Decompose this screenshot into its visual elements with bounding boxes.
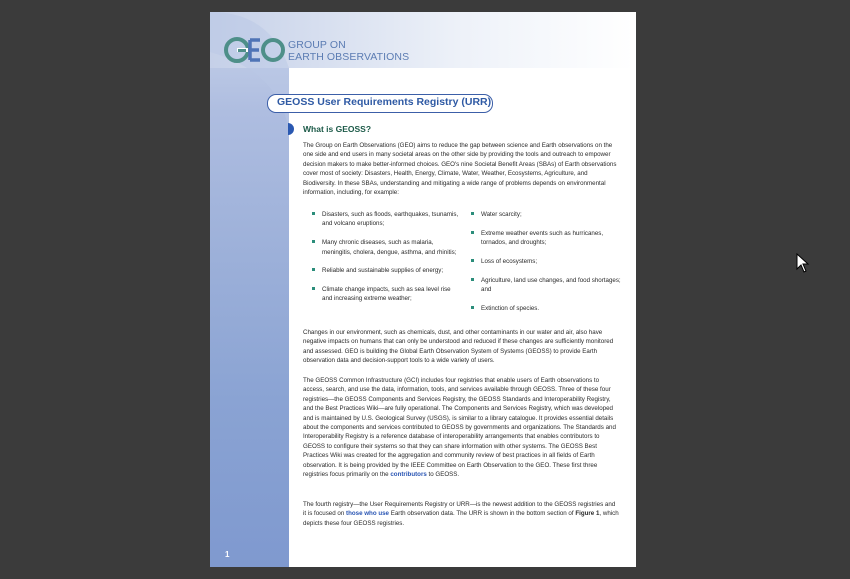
- bullet-list-left: [312, 210, 462, 313]
- intro-paragraph: The Group on Earth Observations (GEO) aims to reduce the gap between science and Earth observations on the one side and end users in many societal areas on the other side by providing the tools and outreach to empower decision makers to make better-informed choices. GEO's nine Societal Benefit Areas (SBAs) of Earth observations cover most of society: Disasters, Health, Energy, Climate, Water, Weather, Ecosystems, Agriculture, and Biodiversity. In these SBAs, understanding and mitigating a wide range of problems depends on environmental information, including, for example:: [303, 142, 617, 197]
- list-item-text: Reliable and sustainable supplies of energy;: [322, 267, 444, 275]
- list-item: [471, 229, 621, 248]
- bullet-list-right: [471, 210, 621, 322]
- list-item: [471, 304, 621, 313]
- list-item-text: Water scarcity;: [481, 211, 522, 218]
- organization-name: [288, 39, 409, 63]
- figure-reference: Figure 1: [575, 510, 600, 518]
- paragraph-3-text: The GEOSS Common Infrastructure (GCI) includes four registries that enable users of Earth observations to access, search, and use the data, information, tools, and services available through GEOSS. Three of these four registries—the GEOSS Components and Services Registry, the GEOSS Standards and Interoperability Registry, and the Best Practices Wiki—are fully operational. The Components and Services Registry, which was developed and is maintained by U.S. Geological Survey (USGS), is similar to a library catalogue. It provides essential details about the components and services contributed to GEOSS by governments and organizations. The Standards and Interoperability Registry is a reference database of interoperability arrangements that enables contributors to GEOSS to configure their systems so that they can share information with other systems. The GEOSS Best Practices Wiki was created for the aggregation and community review of best practices in all fields of Earth observation. It is being provided by the IEEE Committee on Earth Observation to the GEO. These first three registries focus primarily on the: [303, 377, 616, 479]
- bullet-icon: [471, 306, 474, 309]
- contributors-link[interactable]: contributors: [390, 471, 427, 479]
- organization-name-line2: EARTH OBSERVATIONS: [288, 51, 410, 63]
- list-item-text: Climate change impacts, such as sea level rise and increasing extreme weather;: [322, 285, 451, 303]
- list-item: [312, 210, 462, 229]
- bullet-icon: [312, 212, 315, 215]
- paragraph-4-mid: Earth observation data. The URR is shown in the bottom section of: [390, 510, 574, 518]
- document-title: GEOSS User Requirements Registry (URR): [277, 96, 492, 108]
- paragraph-3-end: to GEOSS.: [428, 471, 460, 479]
- bullet-icon: [471, 278, 474, 281]
- list-item: [471, 257, 621, 266]
- header-swoosh: [210, 12, 634, 132]
- paragraph-2: Changes in our environment, such as chemicals, dust, and other contaminants in our water and air, also have negative impacts on humans that can only be understood and reduced if these changes are sufficiently monitored and assessed. GEO is building the Global Earth Observation System of Systems (GEOSS) to provide Earth observation data and decision-support tools to a wide variety of users.: [303, 329, 614, 365]
- list-item: [312, 266, 462, 275]
- bullet-icon: [471, 259, 474, 262]
- paragraph-4: [303, 500, 619, 528]
- list-item: [471, 276, 621, 295]
- page-number: 1: [225, 550, 230, 559]
- organization-name-line1: GROUP ON: [288, 39, 346, 51]
- list-item-text: Many chronic diseases, such as malaria, meningitis, cholera, dengue, asthma, and rhinitis;: [322, 239, 457, 256]
- those-who-use-link[interactable]: those who use: [346, 510, 389, 518]
- list-item-text: Disasters, such as floods, earthquakes, tsunamis, and volcano eruptions;: [322, 211, 459, 228]
- list-item: [312, 238, 462, 257]
- list-item: [471, 210, 621, 219]
- list-item-text: Loss of ecosystems;: [481, 257, 538, 265]
- list-item-text: Agriculture, land use changes, and food shortages; and: [481, 276, 621, 293]
- document-page: [210, 12, 636, 567]
- bullet-icon: [471, 212, 474, 215]
- section-title: What is GEOSS?: [303, 124, 372, 134]
- list-item-text: Extreme weather events such as hurricanes, tornados, and droughts;: [481, 229, 604, 247]
- geo-logo: [224, 36, 286, 64]
- bullet-icon: [312, 268, 315, 271]
- paragraph-3: [303, 376, 619, 479]
- list-item-text: Extinction of species.: [481, 304, 540, 312]
- mouse-pointer-icon: [796, 253, 810, 273]
- paragraph-4-start: The fourth registry—the User Requirements Registry or URR—is the newest addition to the GEOSS registries and it is focused on: [303, 501, 616, 518]
- paragraph-4-end: , which depicts these four GEOSS registries.: [303, 510, 619, 527]
- bullet-icon: [312, 287, 315, 290]
- list-item: [312, 285, 462, 304]
- bullet-icon: [471, 231, 474, 234]
- bullet-icon: [312, 240, 315, 243]
